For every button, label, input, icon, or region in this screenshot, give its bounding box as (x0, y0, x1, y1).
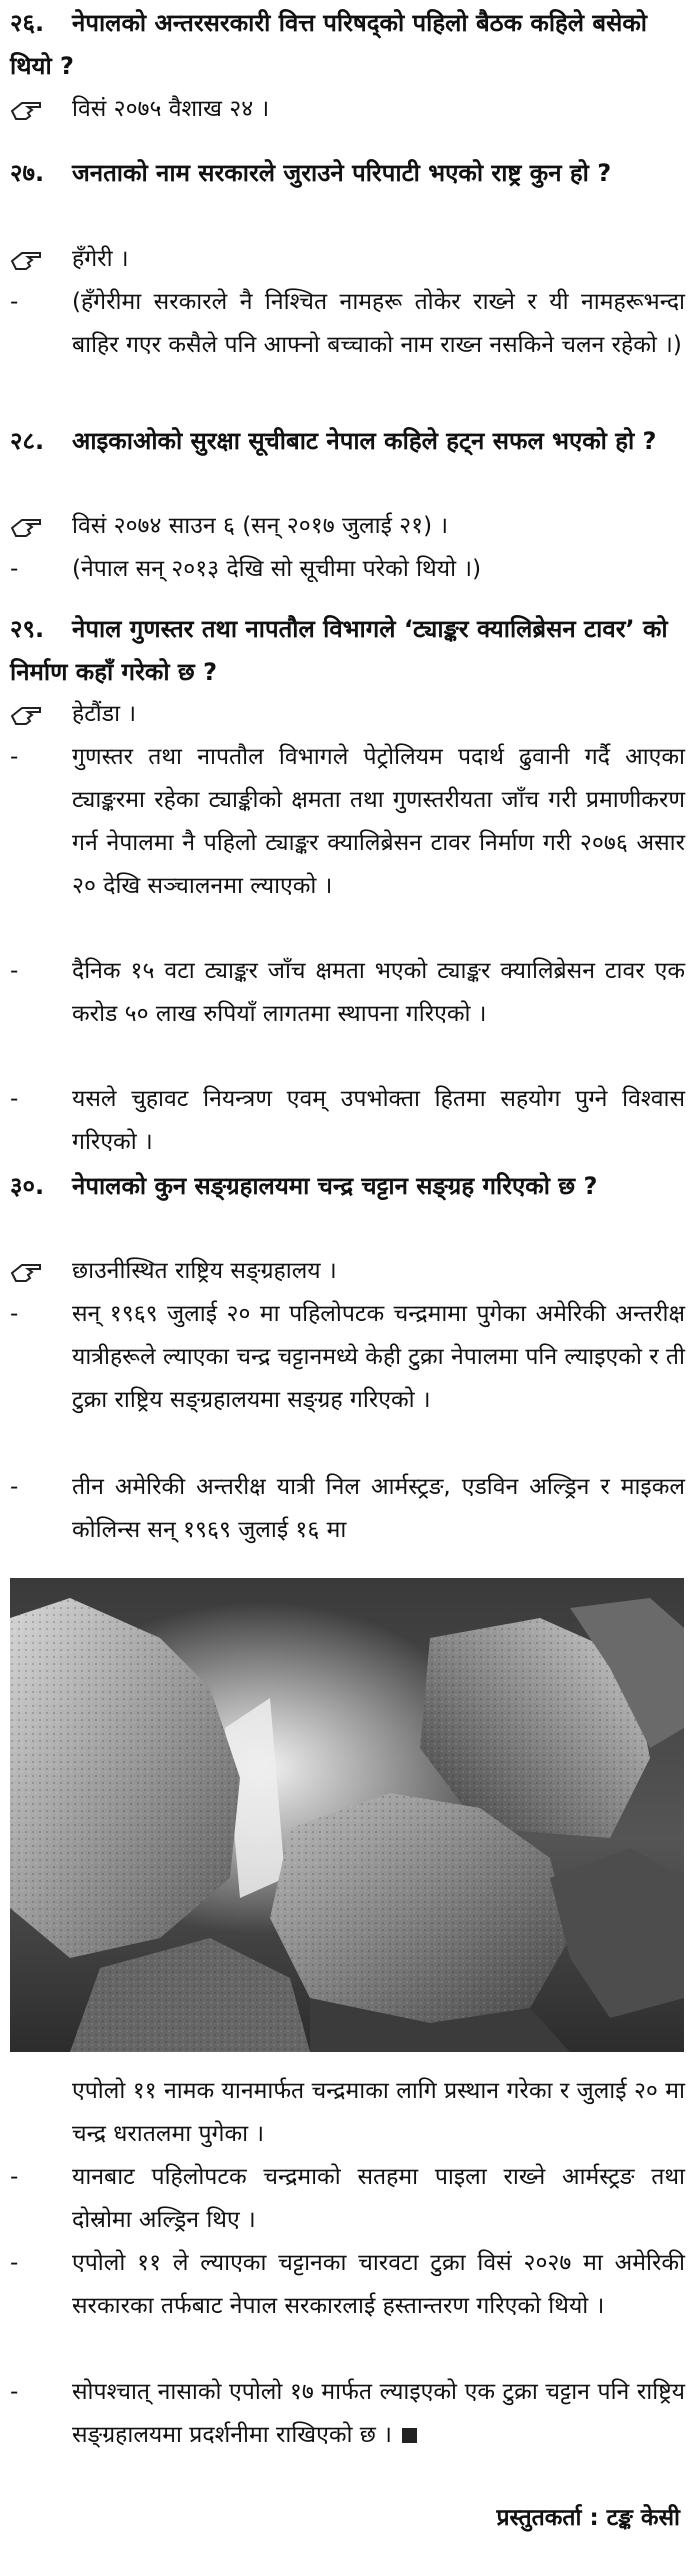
note-28-1 (10, 548, 685, 591)
note-text: सोपश्चात् नासाको एपोलो १७ मार्फत ल्याइएको एक टुक्रा चट्टान पनि राष्ट्रिय सङ्ग्रहालयमा प्रदर्शनीमा राखिएको छ । (72, 2379, 685, 2448)
note-30-2 (10, 1466, 685, 1552)
answer-text: हँगेरी । (72, 246, 129, 272)
answer-29 (10, 693, 685, 736)
question-27 (10, 152, 685, 195)
question-26 (10, 2, 685, 88)
bullet: - (10, 1086, 19, 1112)
moon-rock-photo (10, 1578, 684, 2052)
question-number: ३०. (10, 1172, 45, 1200)
bullet: - (10, 1301, 19, 1327)
answer-26 (10, 88, 685, 131)
question-number: २८. (10, 427, 45, 455)
question-text: जनताको नाम सरकारले जुराउने परिपाटी भएको राष्ट्र कुन हो ? (72, 159, 612, 187)
question-number: २७. (10, 159, 45, 187)
note-29-1 (10, 736, 685, 908)
question-number: २६. (10, 9, 45, 37)
note-text: एपोलो ११ ले ल्याएका चट्टानका चारवटा टुक्रा विसं २०२७ मा अमेरिकी सरकारका तर्फबाट नेपाल सरकारलाई हस्तान्तरण गरिएको थियो । (72, 2250, 685, 2319)
note-text: (हँगेरीमा सरकारले नै निश्चित नामहरू तोकेर राख्ने र यी नामहरूभन्दा बाहिर गएर कसैले पनि आफ्नो बच्चाको नाम राख्न नसकिने चलन रहेको ।) (72, 289, 685, 358)
note-text: (नेपाल सन् २०१३ देखि सो सूचीमा परेको थियो ।) (72, 556, 482, 582)
answer-text: छाउनीस्थित राष्ट्रिय सङ्ग्रहालय । (72, 1258, 337, 1284)
note-text: तीन अमेरिकी अन्तरीक्ष यात्री निल आर्मस्ट्रङ, एडविन अल्ड्रिन र माइकल कोलिन्स सन् १९६९ जुलाई १६ मा (72, 1474, 685, 1543)
question-text: नेपाल गुणस्तर तथा नापतौल विभागले ‘ट्याङ्कर क्यालिब्रेसन टावर’ को निर्माण कहाँ गरेको छ ? (10, 615, 668, 686)
bullet: - (10, 289, 19, 315)
answer-28 (10, 505, 685, 548)
note-27-1 (10, 281, 685, 367)
end-mark-icon (402, 2428, 417, 2443)
note-30-1 (10, 1293, 685, 1422)
note-text: गुणस्तर तथा नापतौल विभागले पेट्रोलियम पदार्थ ढुवानी गर्दै आएका ट्याङ्करमा रहेका ट्याङ्कीको क्षमता तथा गुणस्तरीयता जाँच गरी प्रमाणीकरण गर्न नेपालमा नै पहिलो ट्याङ्कर क्यालिब्रेसन टावर निर्माण गरी २०७६ असार २० देखि सञ्चालनमा ल्याएको । (72, 744, 685, 899)
question-text: नेपालको कुन सङ्ग्रहालयमा चन्द्र चट्टान सङ्ग्रह गरिएको छ ? (72, 1172, 598, 1200)
answer-27 (10, 238, 685, 281)
answer-text: हेटौंडा । (72, 701, 137, 727)
moon-rock-illustration (10, 1578, 684, 2052)
note-29-2 (10, 950, 685, 1036)
pointing-hand-icon (10, 505, 50, 548)
author-credit: प्रस्तुतकर्ता : टङ्क केसी (496, 2505, 680, 2531)
pointing-hand-icon (10, 693, 50, 736)
bullet: - (10, 2164, 19, 2190)
question-30 (10, 1165, 685, 1208)
pointing-hand-icon (10, 238, 50, 281)
answer-30 (10, 1250, 685, 1293)
note-text: एपोलो ११ नामक यानमार्फत चन्द्रमाका लागि प्रस्थान गरेका र जुलाई २० मा चन्द्र धरातलमा पुगेका । (72, 2078, 685, 2147)
note-text: सन् १९६९ जुलाई २० मा पहिलोपटक चन्द्रमामा पुगेका अमेरिकी अन्तरीक्ष यात्रीहरूले ल्याएका चन्द्र चट्टानमध्ये केही टुक्रा नेपालमा पनि ल्याइएको र ती टुक्रा राष्ट्रिय सङ्ग्रहालयमा सङ्ग्रह गरिएको । (72, 1301, 685, 1413)
answer-text: विसं २०७५ वैशाख २४ । (72, 96, 270, 122)
note-text: दैनिक १५ वटा ट्याङ्कर जाँच क्षमता भएको ट्याङ्कर क्यालिब्रेसन टावर एक करोड ५० लाख रुपियाँ लागतमा स्थापना गरिएको । (72, 958, 685, 1027)
bullet: - (10, 2379, 19, 2405)
bullet: - (10, 2250, 19, 2276)
question-29 (10, 608, 685, 694)
note-30-3 (10, 2156, 685, 2242)
question-text: नेपालको अन्तरसरकारी वित्त परिषद्को पहिलो बैठक कहिले बसेको थियो ? (10, 9, 647, 80)
note-29-3 (10, 1078, 685, 1164)
note-text: यसले चुहावट नियन्त्रण एवम् उपभोक्ता हितमा सहयोग पुग्ने विश्वास गरिएको । (72, 1086, 685, 1155)
note-text: यानबाट पहिलोपटक चन्द्रमाको सतहमा पाइला राख्ने आर्मस्ट्रङ तथा दोस्रोमा अल्ड्रिन थिए । (72, 2164, 685, 2233)
bullet: - (10, 744, 19, 770)
question-number: २९. (10, 615, 45, 643)
bullet: - (10, 556, 19, 582)
pointing-hand-icon (10, 88, 50, 131)
question-28 (10, 420, 685, 463)
bullet: - (10, 1474, 19, 1500)
answer-text: विसं २०७४ साउन ६ (सन् २०१७ जुलाई २१) । (72, 513, 449, 539)
note-30-2-continuation (10, 2070, 685, 2156)
question-text: आइकाओको सुरक्षा सूचीबाट नेपाल कहिले हट्न सफल भएको हो ? (72, 427, 657, 455)
bullet: - (10, 958, 19, 984)
note-30-5 (10, 2371, 685, 2457)
note-30-4 (10, 2242, 685, 2328)
pointing-hand-icon (10, 1250, 50, 1293)
